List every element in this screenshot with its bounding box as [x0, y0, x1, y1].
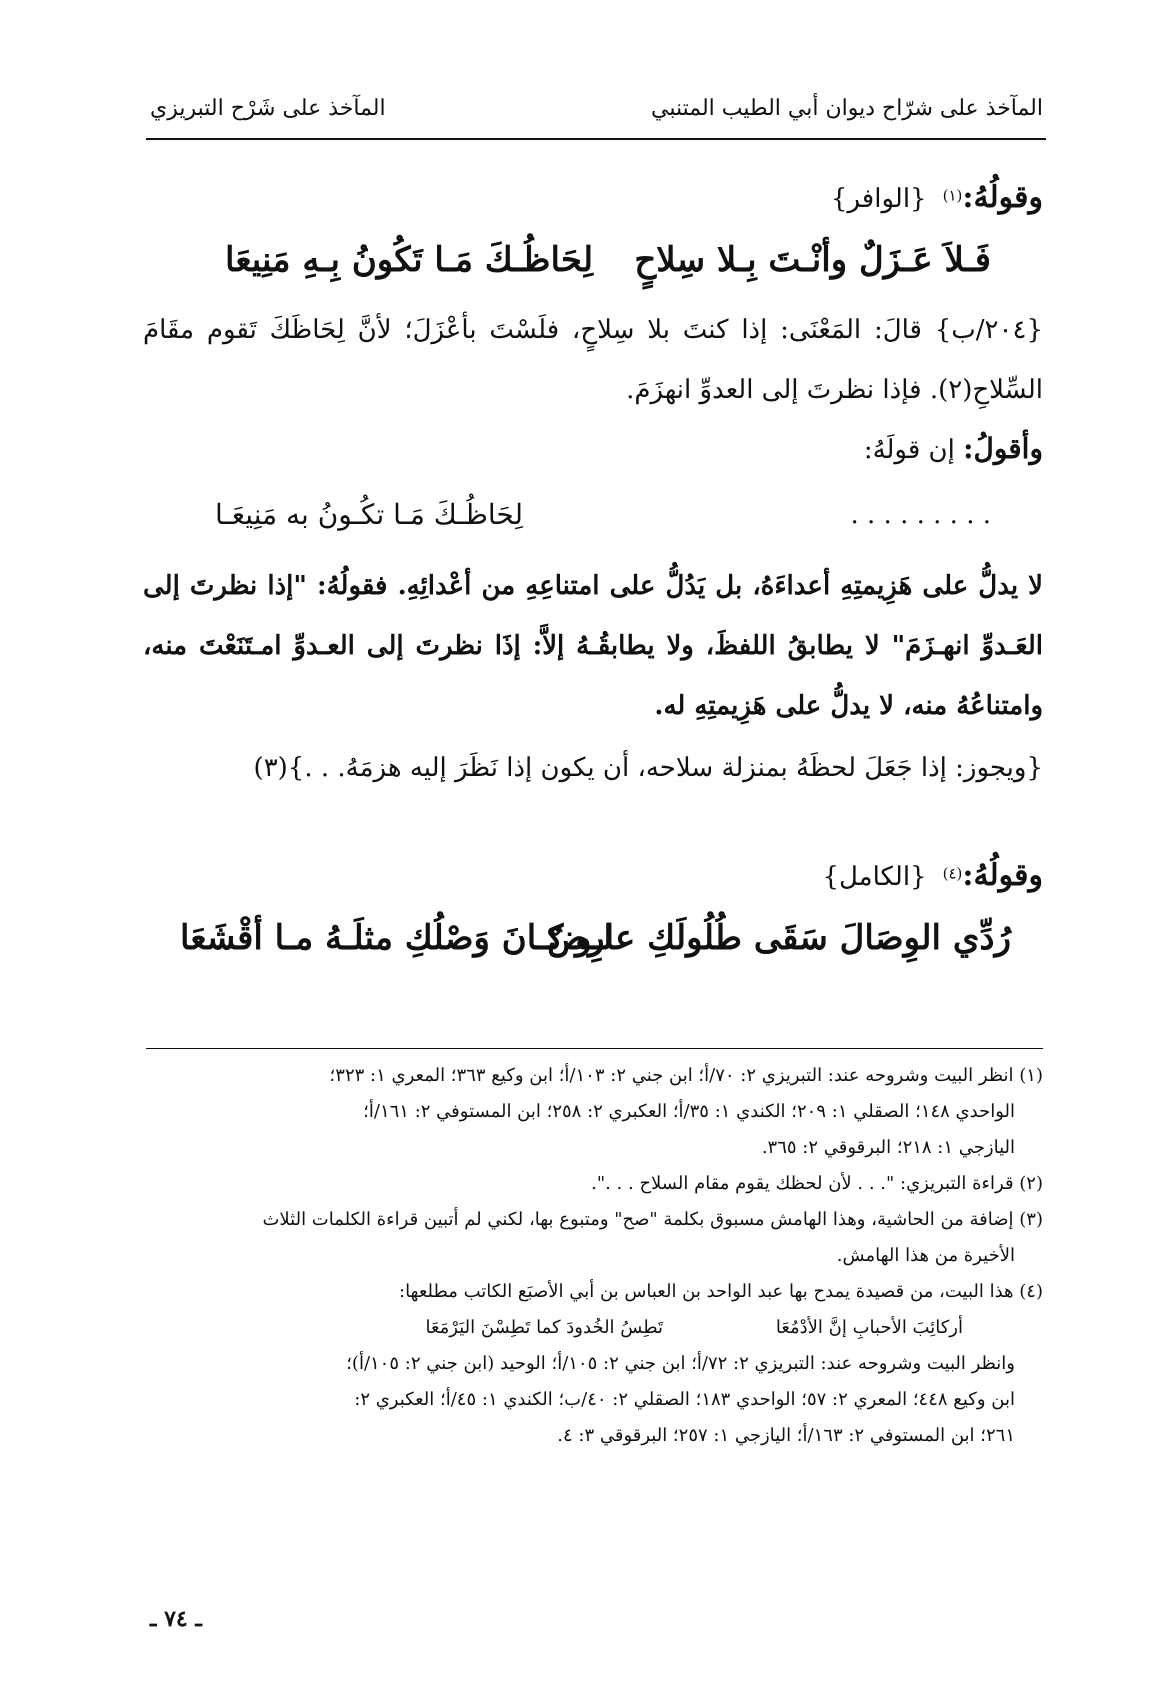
- header-rule: [146, 138, 1046, 140]
- running-header-right: المآخذ على شرّاح ديوان أبي الطيب المتنبي: [651, 96, 1043, 121]
- verse1-second-hemistich: لِحَاظُـكَ مَـا تَكُونُ بِـهِ مَنِيعَا: [225, 240, 594, 280]
- explanation-paragraph: لا يدلُّ على هَزِيمتِهِ أعداءَهُ، بل يَدُلُّ على امتناعِهِ من أعْدائِهِ. فقولُهُ: "إذا نظرتَ إلى العَـدوِّ انهـزَمَ" لا يطابقُ اللفظَ، ولا يطابقُـهُ إلاَّ: إذَا نظرتَ إلى العـدوِّ امـتَنَعْتَ منه، وامتناعُهُ منه، لا يدلُّ على هَزِيمتِهِ له.: [143, 571, 1044, 721]
- footnote-ref-4: (٤): [942, 864, 963, 883]
- footnote-4-line1: (٤) هذا البيت، من قصيدة يمدح بها عبد الواحد بن العباس بن أبي الأصبَع الكاتب مطلعها:: [399, 1281, 1043, 1302]
- footnote-rule: [146, 1048, 1043, 1049]
- section1-heading: [831, 180, 1043, 215]
- page-number: ـ ٧٤ ـ: [150, 1606, 202, 1632]
- footnote-3-line2: الأخيرة من هذا الهامش.: [836, 1245, 1015, 1266]
- aqul-label: وأقولُ:: [963, 432, 1043, 465]
- qala-paragraph: {٢٠٤/ب} قالَ: المَعْنَى: إذا كنتَ بلا سِلاحٍ، فلَسْتَ بأعْزَلَ؛ لأنَّ لِحَاظَكَ تَقوم مقَامَ السِّلاحِ(٢). فإذا نظرتَ إلى العدوِّ انهزَمَ.: [143, 315, 1043, 405]
- footnote-1-line3: اليازجي ١: ٢١٨؛ البرقوقي ٢: ٣٦٥.: [761, 1137, 1015, 1158]
- addition-paragraph: {ويجوز: إذا جَعَلَ لحظَهُ بمنزلة سلاحه، أن يكون إذا نَظَرَ إليه هزمَهُ. . .}(٣): [253, 753, 1043, 783]
- verse1-first-hemistich: فَـلاَ عَـزَلٌ وأنْـتَ بِـلا سِلاحٍ: [634, 240, 991, 280]
- running-header-left: المآخذ على شَرْح التبريزي: [150, 96, 386, 121]
- footnote-ref-1: (١): [942, 186, 963, 205]
- footnote-4-line2: وانظر البيت وشروحه عند: التبريزي ٢: ٧٢/أ؛ ابن جني ٢: ١٠٥/أ؛ الوحيد (ابن جني ٢: ١٠٥/أ)؛: [346, 1353, 1015, 1374]
- aqul-line: [864, 432, 1043, 465]
- section2-meter: {الكامل}: [822, 862, 927, 892]
- verse2-first-hemistich: رُدِّي الوِصَالَ سَقَى طُلُولَكِ عارِضٌ: [547, 918, 1011, 958]
- ellipsis-placeholder: . . . . . . . . .: [850, 500, 991, 530]
- footnote-2: (٢) قراءة التبريزي: ". . . لأن لحظك يقوم مقام السلاح . . .".: [591, 1173, 1043, 1194]
- footnote-4-line4: ٢٦١؛ ابن المستوفي ٢: ١٦٣/أ؛ اليازجي ١: ٢٥٧؛ البرقوقي ٣: ٤.: [557, 1425, 1015, 1446]
- section1-label: وقولُهُ:: [962, 180, 1043, 215]
- footnote-4-verse-second: تَطِسُ الخُدودَ كما تَطِسْنَ اليَرْمَعَا: [425, 1317, 663, 1338]
- footnote-4-verse: [143, 1310, 1043, 1346]
- footnote-1-line1: (١) انظر البيت وشروحه عند: التبريزي ٢: ٧٠/أ؛ ابن جني ٢: ١٠٣/أ؛ ابن وكيع ٣٦٣؛ المعري ١: ٣٢٣؛: [329, 1065, 1043, 1086]
- aqul-text: إن قولَهُ:: [863, 435, 955, 465]
- section2-label: وقولُهُ:: [962, 858, 1043, 893]
- footnote-4-line3: ابن وكيع ٤٤٨؛ المعري ٢: ٥٧؛ الواحدي ١٨٣؛ الصقلي ٢: ٤٠/ب؛ الكندي ١: ٤٥/أ؛ العكبري ٢:: [354, 1389, 1015, 1410]
- verse2-second-hemistich: لـو كـانَ وَصْلُكِ مثلَـهُ مـا أقْشَعَا: [180, 918, 613, 958]
- footnote-4-verse-first: أركائِبَ الأحبابِ إنَّ الأدْمُعَا: [775, 1317, 963, 1338]
- section2-heading: [822, 858, 1043, 893]
- footnotes: [143, 1058, 1043, 1454]
- section1-meter: {الوافر}: [830, 184, 927, 214]
- footnote-1-line2: الواحدي ١٤٨؛ الصقلي ١: ٢٠٩؛ الكندي ١: ٣٥/أ؛ العكبري ٢: ٢٥٨؛ ابن المستوفي ٢: ١٦١/أ؛: [363, 1101, 1015, 1122]
- quoted-hemistich: لِحَاظُـكَ مَـا تكُـونُ به مَنِيعَـا: [215, 498, 523, 531]
- footnote-3-line1: (٣) إضافة من الحاشية، وهذا الهامش مسبوق بكلمة "صح" ومتبوع بها، لكني لم أتبين قراءة الكلمات الثلاث: [262, 1209, 1043, 1230]
